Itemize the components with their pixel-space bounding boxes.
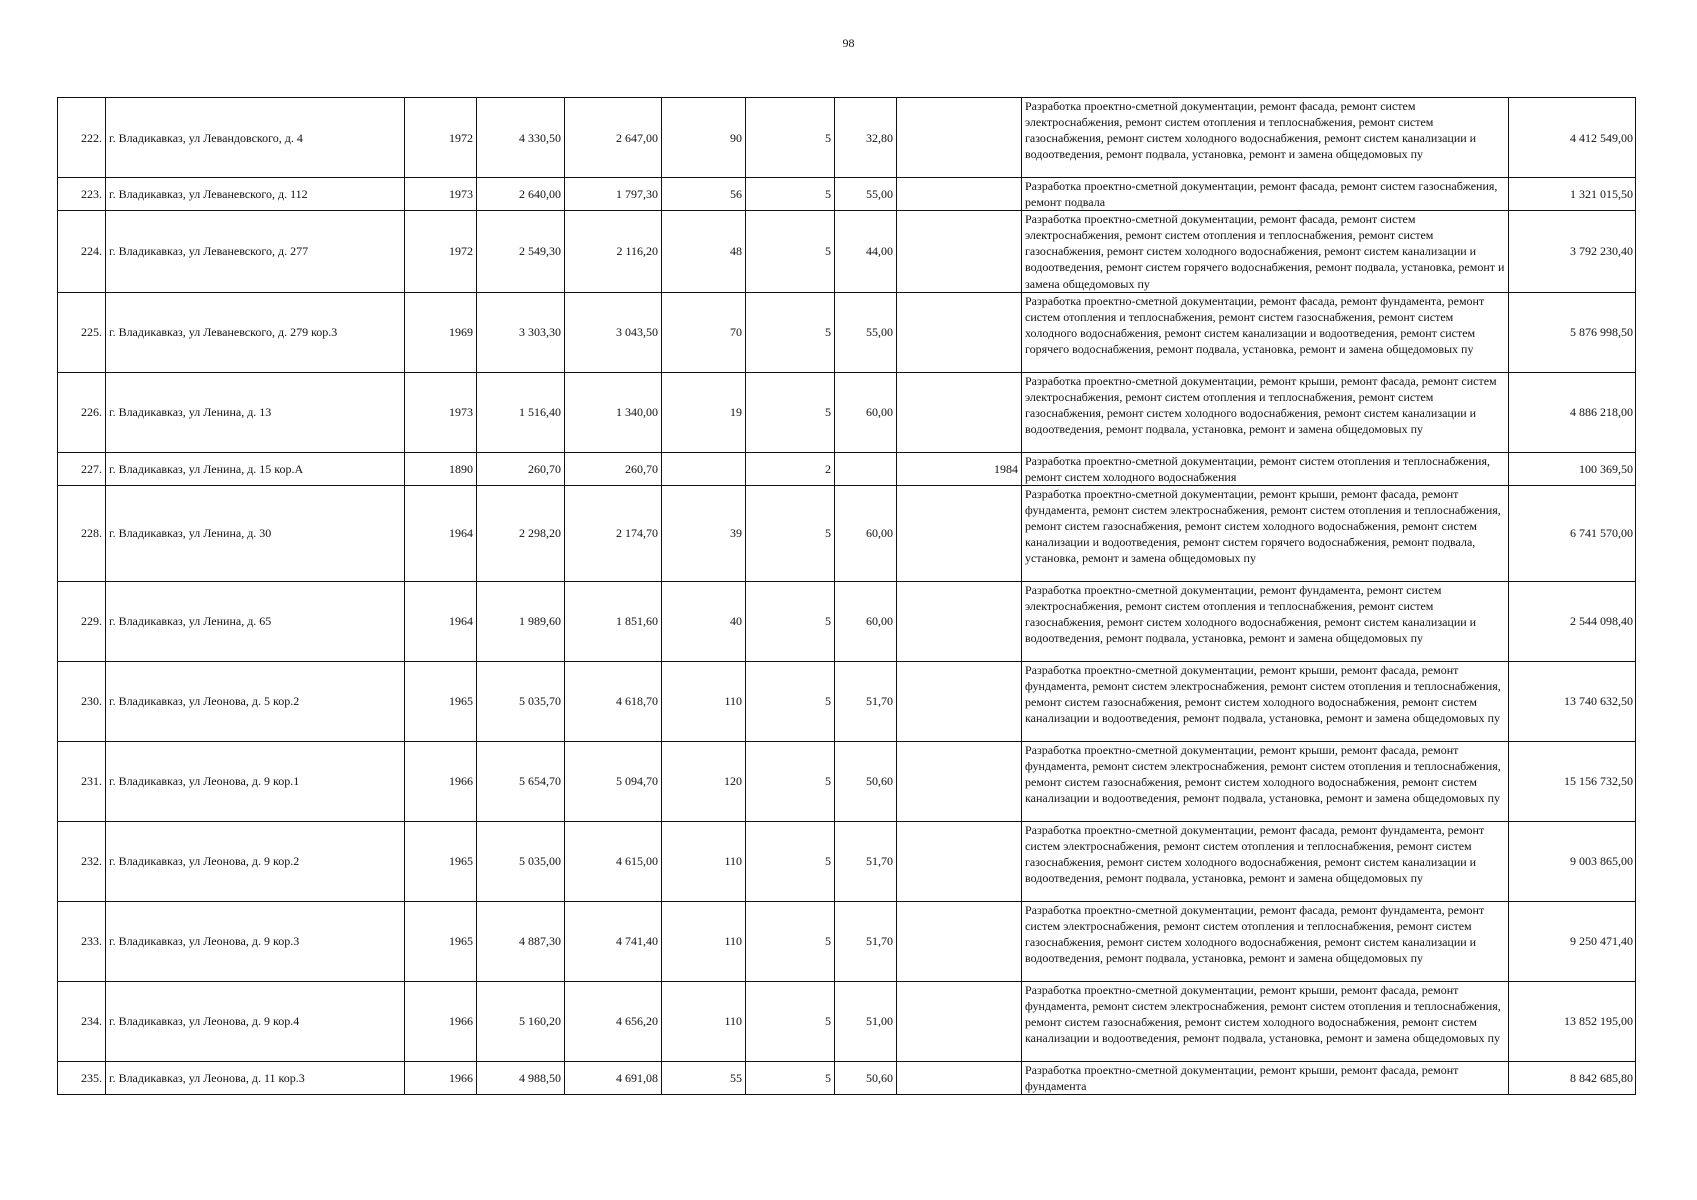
total-area-cell: 5 654,70 <box>477 741 565 821</box>
residents-cell: 19 <box>662 372 746 452</box>
row-number-cell: 231. <box>58 741 106 821</box>
buildings-table <box>57 97 1636 1095</box>
works-cell: Разработка проектно-сметной документации, ремонт крыши, ремонт фасада, ремонт фундамента, ремонт систем электроснабжения, ремонт систем отопления и теплоснабжения, ремонт систем газоснабжения, ремонт систем холодного водоснабжения, ремонт систем канализации и водоотведения, ремонт подвала, установка, ремонт и замена общедомовых пу <box>1022 661 1509 741</box>
address-cell: г. Владикавказ, ул Леонова, д. 9 кор.3 <box>106 901 405 981</box>
residents-cell: 110 <box>662 901 746 981</box>
works-cell: Разработка проектно-сметной документации, ремонт фундамента, ремонт систем электроснабжения, ремонт систем отопления и теплоснабжения, ремонт систем газоснабжения, ремонт систем холодного водоснабжения, ремонт систем канализации и водоотведения, ремонт подвала, установка, ремонт и замена общедомовых пу <box>1022 581 1509 661</box>
build-year-cell: 1964 <box>405 485 477 581</box>
living-area-cell: 1 851,60 <box>565 581 662 661</box>
living-area-cell: 5 094,70 <box>565 741 662 821</box>
wear-cell: 50,60 <box>835 1061 897 1094</box>
address-cell: г. Владикавказ, ул Ленина, д. 30 <box>106 485 405 581</box>
cost-cell: 4 886 218,00 <box>1509 372 1636 452</box>
build-year-cell: 1966 <box>405 1061 477 1094</box>
living-area-cell: 4 741,40 <box>565 901 662 981</box>
residents-cell: 48 <box>662 211 746 292</box>
residents-cell <box>662 452 746 485</box>
last-repair-year-cell <box>897 485 1022 581</box>
floors-cell: 5 <box>746 372 835 452</box>
works-cell: Разработка проектно-сметной документации, ремонт фасада, ремонт фундамента, ремонт систем электроснабжения, ремонт систем отопления и теплоснабжения, ремонт систем газоснабжения, ремонт систем холодного водоснабжения, ремонт систем канализации и водоотведения, ремонт подвала, установка, ремонт и замена общедомовых пу <box>1022 821 1509 901</box>
build-year-cell: 1972 <box>405 98 477 178</box>
wear-cell: 60,00 <box>835 581 897 661</box>
wear-cell: 51,70 <box>835 661 897 741</box>
table-row <box>58 485 1636 581</box>
floors-cell: 5 <box>746 178 835 211</box>
build-year-cell: 1973 <box>405 178 477 211</box>
last-repair-year-cell <box>897 178 1022 211</box>
address-cell: г. Владикавказ, ул Леонова, д. 9 кор.2 <box>106 821 405 901</box>
address-cell: г. Владикавказ, ул Леонова, д. 11 кор.3 <box>106 1061 405 1094</box>
works-cell: Разработка проектно-сметной документации, ремонт фасада, ремонт систем электроснабжения, ремонт систем отопления и теплоснабжения, ремонт систем газоснабжения, ремонт систем холодного водоснабжения, ремонт систем канализации и водоотведения, ремонт подвала, установка, ремонт и замена общедомовых пу <box>1022 98 1509 178</box>
wear-cell: 50,60 <box>835 741 897 821</box>
total-area-cell: 3 303,30 <box>477 292 565 372</box>
table-row <box>58 178 1636 211</box>
wear-cell: 51,70 <box>835 821 897 901</box>
table-row <box>58 452 1636 485</box>
table-row <box>58 821 1636 901</box>
total-area-cell: 2 549,30 <box>477 211 565 292</box>
address-cell: г. Владикавказ, ул Левандовского, д. 4 <box>106 98 405 178</box>
address-cell: г. Владикавказ, ул Леваневского, д. 112 <box>106 178 405 211</box>
floors-cell: 5 <box>746 741 835 821</box>
row-number-cell: 223. <box>58 178 106 211</box>
works-cell: Разработка проектно-сметной документации, ремонт фасада, ремонт фундамента, ремонт систем электроснабжения, ремонт систем отопления и теплоснабжения, ремонт систем газоснабжения, ремонт систем холодного водоснабжения, ремонт систем канализации и водоотведения, ремонт подвала, установка, ремонт и замена общедомовых пу <box>1022 901 1509 981</box>
build-year-cell: 1969 <box>405 292 477 372</box>
row-number-cell: 233. <box>58 901 106 981</box>
living-area-cell: 260,70 <box>565 452 662 485</box>
row-number-cell: 229. <box>58 581 106 661</box>
table-row <box>58 372 1636 452</box>
build-year-cell: 1966 <box>405 981 477 1061</box>
total-area-cell: 5 035,00 <box>477 821 565 901</box>
works-cell: Разработка проектно-сметной документации, ремонт крыши, ремонт фасада, ремонт фундамента, ремонт систем электроснабжения, ремонт систем отопления и теплоснабжения, ремонт систем газоснабжения, ремонт систем холодного водоснабжения, ремонт систем канализации и водоотведения, ремонт систем горячего водоснабжения, ремонт подвала, установка, ремонт и замена общедомовых пу <box>1022 485 1509 581</box>
row-number-cell: 227. <box>58 452 106 485</box>
row-number-cell: 224. <box>58 211 106 292</box>
row-number-cell: 235. <box>58 1061 106 1094</box>
last-repair-year-cell <box>897 661 1022 741</box>
last-repair-year-cell <box>897 372 1022 452</box>
row-number-cell: 226. <box>58 372 106 452</box>
wear-cell: 51,00 <box>835 981 897 1061</box>
living-area-cell: 1 797,30 <box>565 178 662 211</box>
floors-cell: 5 <box>746 1061 835 1094</box>
works-cell: Разработка проектно-сметной документации, ремонт фасада, ремонт фундамента, ремонт систем отопления и теплоснабжения, ремонт систем газоснабжения, ремонт систем холодного водоснабжения, ремонт систем канализации и водоотведения, ремонт систем горячего водоснабжения, ремонт подвала, установка, ремонт и замена общедомовых пу <box>1022 292 1509 372</box>
address-cell: г. Владикавказ, ул Ленина, д. 13 <box>106 372 405 452</box>
last-repair-year-cell <box>897 211 1022 292</box>
cost-cell: 5 876 998,50 <box>1509 292 1636 372</box>
total-area-cell: 4 330,50 <box>477 98 565 178</box>
total-area-cell: 4 988,50 <box>477 1061 565 1094</box>
last-repair-year-cell <box>897 98 1022 178</box>
row-number-cell: 222. <box>58 98 106 178</box>
last-repair-year-cell <box>897 901 1022 981</box>
table-row <box>58 292 1636 372</box>
build-year-cell: 1972 <box>405 211 477 292</box>
total-area-cell: 260,70 <box>477 452 565 485</box>
wear-cell: 60,00 <box>835 485 897 581</box>
living-area-cell: 4 615,00 <box>565 821 662 901</box>
build-year-cell: 1964 <box>405 581 477 661</box>
build-year-cell: 1890 <box>405 452 477 485</box>
living-area-cell: 1 340,00 <box>565 372 662 452</box>
living-area-cell: 4 691,08 <box>565 1061 662 1094</box>
wear-cell: 60,00 <box>835 372 897 452</box>
build-year-cell: 1965 <box>405 901 477 981</box>
address-cell: г. Владикавказ, ул Леонова, д. 9 кор.4 <box>106 981 405 1061</box>
address-cell: г. Владикавказ, ул Леваневского, д. 277 <box>106 211 405 292</box>
total-area-cell: 4 887,30 <box>477 901 565 981</box>
residents-cell: 56 <box>662 178 746 211</box>
table-row <box>58 581 1636 661</box>
page-number: 98 <box>842 36 855 50</box>
row-number-cell: 228. <box>58 485 106 581</box>
total-area-cell: 1 989,60 <box>477 581 565 661</box>
build-year-cell: 1965 <box>405 661 477 741</box>
residents-cell: 40 <box>662 581 746 661</box>
living-area-cell: 2 174,70 <box>565 485 662 581</box>
row-number-cell: 230. <box>58 661 106 741</box>
wear-cell: 32,80 <box>835 98 897 178</box>
floors-cell: 5 <box>746 901 835 981</box>
floors-cell: 5 <box>746 821 835 901</box>
cost-cell: 3 792 230,40 <box>1509 211 1636 292</box>
cost-cell: 9 250 471,40 <box>1509 901 1636 981</box>
living-area-cell: 2 116,20 <box>565 211 662 292</box>
floors-cell: 5 <box>746 661 835 741</box>
address-cell: г. Владикавказ, ул Леонова, д. 5 кор.2 <box>106 661 405 741</box>
residents-cell: 120 <box>662 741 746 821</box>
build-year-cell: 1973 <box>405 372 477 452</box>
row-number-cell: 232. <box>58 821 106 901</box>
works-cell: Разработка проектно-сметной документации, ремонт фасада, ремонт систем электроснабжения, ремонт систем отопления и теплоснабжения, ремонт систем газоснабжения, ремонт систем холодного водоснабжения, ремонт систем канализации и водоотведения, ремонт систем горячего водоснабжения, ремонт подвала, установка, ремонт и замена общедомовых пу <box>1022 211 1509 292</box>
address-cell: г. Владикавказ, ул Ленина, д. 15 кор.А <box>106 452 405 485</box>
last-repair-year-cell <box>897 821 1022 901</box>
residents-cell: 110 <box>662 661 746 741</box>
address-cell: г. Владикавказ, ул Леваневского, д. 279 кор.3 <box>106 292 405 372</box>
residents-cell: 90 <box>662 98 746 178</box>
row-number-cell: 234. <box>58 981 106 1061</box>
residents-cell: 110 <box>662 821 746 901</box>
works-cell: Разработка проектно-сметной документации, ремонт систем отопления и теплоснабжения, ремонт систем холодного водоснабжения <box>1022 452 1509 485</box>
address-cell: г. Владикавказ, ул Ленина, д. 65 <box>106 581 405 661</box>
works-cell: Разработка проектно-сметной документации, ремонт крыши, ремонт фасада, ремонт фундамента, ремонт систем электроснабжения, ремонт систем отопления и теплоснабжения, ремонт систем газоснабжения, ремонт систем холодного водоснабжения, ремонт систем канализации и водоотведения, ремонт подвала, установка, ремонт и замена общедомовых пу <box>1022 981 1509 1061</box>
table-row <box>58 661 1636 741</box>
residents-cell: 39 <box>662 485 746 581</box>
cost-cell: 6 741 570,00 <box>1509 485 1636 581</box>
wear-cell: 55,00 <box>835 178 897 211</box>
last-repair-year-cell <box>897 981 1022 1061</box>
total-area-cell: 5 160,20 <box>477 981 565 1061</box>
floors-cell: 5 <box>746 485 835 581</box>
living-area-cell: 2 647,00 <box>565 98 662 178</box>
cost-cell: 8 842 685,80 <box>1509 1061 1636 1094</box>
table-row <box>58 211 1636 292</box>
living-area-cell: 4 618,70 <box>565 661 662 741</box>
living-area-cell: 4 656,20 <box>565 981 662 1061</box>
floors-cell: 5 <box>746 292 835 372</box>
cost-cell: 1 321 015,50 <box>1509 178 1636 211</box>
table-row <box>58 901 1636 981</box>
cost-cell: 13 852 195,00 <box>1509 981 1636 1061</box>
wear-cell: 44,00 <box>835 211 897 292</box>
works-cell: Разработка проектно-сметной документации, ремонт крыши, ремонт фасада, ремонт фундамента, ремонт систем электроснабжения, ремонт систем отопления и теплоснабжения, ремонт систем газоснабжения, ремонт систем холодного водоснабжения, ремонт систем канализации и водоотведения, ремонт подвала, установка, ремонт и замена общедомовых пу <box>1022 741 1509 821</box>
cost-cell: 15 156 732,50 <box>1509 741 1636 821</box>
works-cell: Разработка проектно-сметной документации, ремонт фасада, ремонт систем газоснабжения, ремонт подвала <box>1022 178 1509 211</box>
last-repair-year-cell <box>897 581 1022 661</box>
cost-cell: 9 003 865,00 <box>1509 821 1636 901</box>
table-row <box>58 981 1636 1061</box>
total-area-cell: 2 298,20 <box>477 485 565 581</box>
last-repair-year-cell <box>897 741 1022 821</box>
floors-cell: 5 <box>746 211 835 292</box>
table-body <box>58 98 1636 1095</box>
wear-cell: 51,70 <box>835 901 897 981</box>
works-cell: Разработка проектно-сметной документации, ремонт крыши, ремонт фасада, ремонт фундамента <box>1022 1061 1509 1094</box>
cost-cell: 100 369,50 <box>1509 452 1636 485</box>
wear-cell <box>835 452 897 485</box>
build-year-cell: 1966 <box>405 741 477 821</box>
works-cell: Разработка проектно-сметной документации, ремонт крыши, ремонт фасада, ремонт систем электроснабжения, ремонт систем отопления и теплоснабжения, ремонт систем газоснабжения, ремонт систем холодного водоснабжения, ремонт систем канализации и водоотведения, ремонт подвала, установка, ремонт и замена общедомовых пу <box>1022 372 1509 452</box>
floors-cell: 5 <box>746 98 835 178</box>
last-repair-year-cell: 1984 <box>897 452 1022 485</box>
residents-cell: 55 <box>662 1061 746 1094</box>
cost-cell: 13 740 632,50 <box>1509 661 1636 741</box>
address-cell: г. Владикавказ, ул Леонова, д. 9 кор.1 <box>106 741 405 821</box>
row-number-cell: 225. <box>58 292 106 372</box>
residents-cell: 110 <box>662 981 746 1061</box>
residents-cell: 70 <box>662 292 746 372</box>
total-area-cell: 2 640,00 <box>477 178 565 211</box>
last-repair-year-cell <box>897 292 1022 372</box>
table-row <box>58 98 1636 178</box>
total-area-cell: 1 516,40 <box>477 372 565 452</box>
cost-cell: 2 544 098,40 <box>1509 581 1636 661</box>
living-area-cell: 3 043,50 <box>565 292 662 372</box>
total-area-cell: 5 035,70 <box>477 661 565 741</box>
floors-cell: 2 <box>746 452 835 485</box>
floors-cell: 5 <box>746 581 835 661</box>
table-row <box>58 1061 1636 1094</box>
table-row <box>58 741 1636 821</box>
cost-cell: 4 412 549,00 <box>1509 98 1636 178</box>
build-year-cell: 1965 <box>405 821 477 901</box>
last-repair-year-cell <box>897 1061 1022 1094</box>
wear-cell: 55,00 <box>835 292 897 372</box>
floors-cell: 5 <box>746 981 835 1061</box>
